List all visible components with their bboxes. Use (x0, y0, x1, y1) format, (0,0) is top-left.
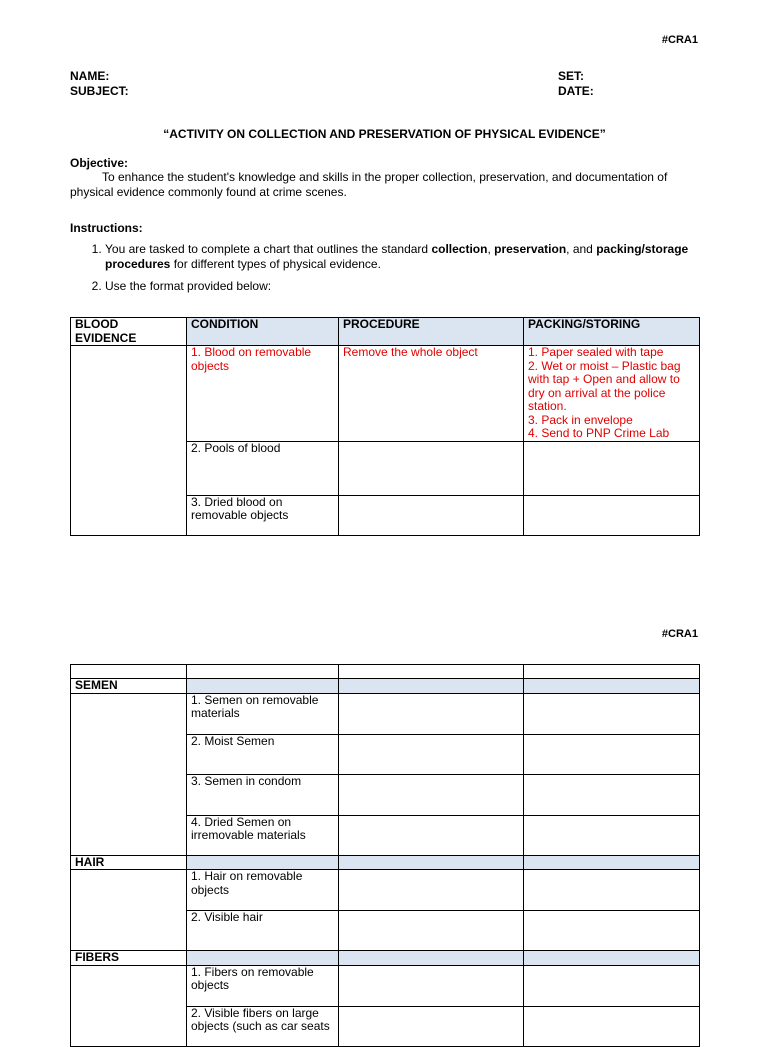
instructions-list (70, 242, 730, 301)
condition-cell: 2. Pools of blood (187, 441, 339, 495)
document-id: #CRA1 (661, 34, 698, 46)
section-label-fibers: FIBERS (71, 951, 187, 966)
objective-text: To enhance the student's knowledge and skills in the proper collection, preservation, and documentation of physical evidence commonly found at crime scenes. (70, 170, 668, 199)
section-row-fibers (71, 951, 700, 966)
procedure-cell (339, 441, 524, 495)
instructions-heading: Instructions: (70, 221, 143, 235)
condition-cell: 1. Hair on removable objects (187, 870, 339, 911)
instruction-item-1: 1. You are tasked to complete a chart that outlines the standard collection, preservation, and packing/storage procedures for different types of physical evidence. (105, 242, 730, 272)
table-row (71, 665, 700, 679)
section-row-hair (71, 855, 700, 870)
section-row-semen (71, 679, 700, 694)
table-row (71, 693, 700, 734)
condition-cell: 1. Blood on removable objects (187, 346, 339, 442)
table-row (71, 346, 700, 442)
packing-cell: 1. Paper sealed with tape 2. Wet or moist – Plastic bag with tap + Open and allow to dry on arrival at the police station. 3. Pack in envelope 4. Send to PNP Crime Lab (524, 346, 700, 442)
blood-evidence-table (70, 317, 700, 536)
evidence-table-2 (70, 664, 700, 1047)
condition-cell: 2. Moist Semen (187, 734, 339, 774)
header-procedure: PROCEDURE (339, 318, 524, 346)
section-label-hair: HAIR (71, 855, 187, 870)
header-condition: CONDITION (187, 318, 339, 346)
document-id-page-2: #CRA1 (661, 628, 698, 640)
condition-cell: 1. Semen on removable materials (187, 693, 339, 734)
packing-cell (524, 441, 700, 495)
condition-cell: 3. Dried blood on removable objects (187, 495, 339, 535)
table-row (71, 870, 700, 911)
procedure-cell: Remove the whole object (339, 346, 524, 442)
objective-heading: Objective: (70, 156, 129, 170)
name-label: NAME: (70, 69, 110, 83)
section-label-semen: SEMEN (71, 679, 187, 694)
subject-label: SUBJECT: (70, 84, 129, 98)
table-row (71, 965, 700, 1006)
condition-cell: 3. Semen in condom (187, 774, 339, 815)
condition-cell: 1. Fibers on removable objects (187, 965, 339, 1006)
header-blood-evidence: BLOOD EVIDENCE (71, 318, 187, 346)
table-header-row (71, 318, 700, 346)
procedure-cell (339, 495, 524, 535)
condition-cell: 2. Visible hair (187, 911, 339, 951)
blood-evidence-cell (71, 346, 187, 536)
packing-cell (524, 495, 700, 535)
page-title: “ACTIVITY ON COLLECTION AND PRESERVATION OF PHYSICAL EVIDENCE” (163, 127, 606, 141)
date-label: DATE: (558, 84, 594, 98)
instruction-item-2: 2. Use the format provided below: (105, 279, 730, 294)
set-label: SET: (558, 69, 585, 83)
header-packing: PACKING/STORING (524, 318, 700, 346)
condition-cell: 2. Visible fibers on large objects (such as car seats (187, 1006, 339, 1046)
condition-cell: 4. Dried Semen on irremovable materials (187, 815, 339, 855)
